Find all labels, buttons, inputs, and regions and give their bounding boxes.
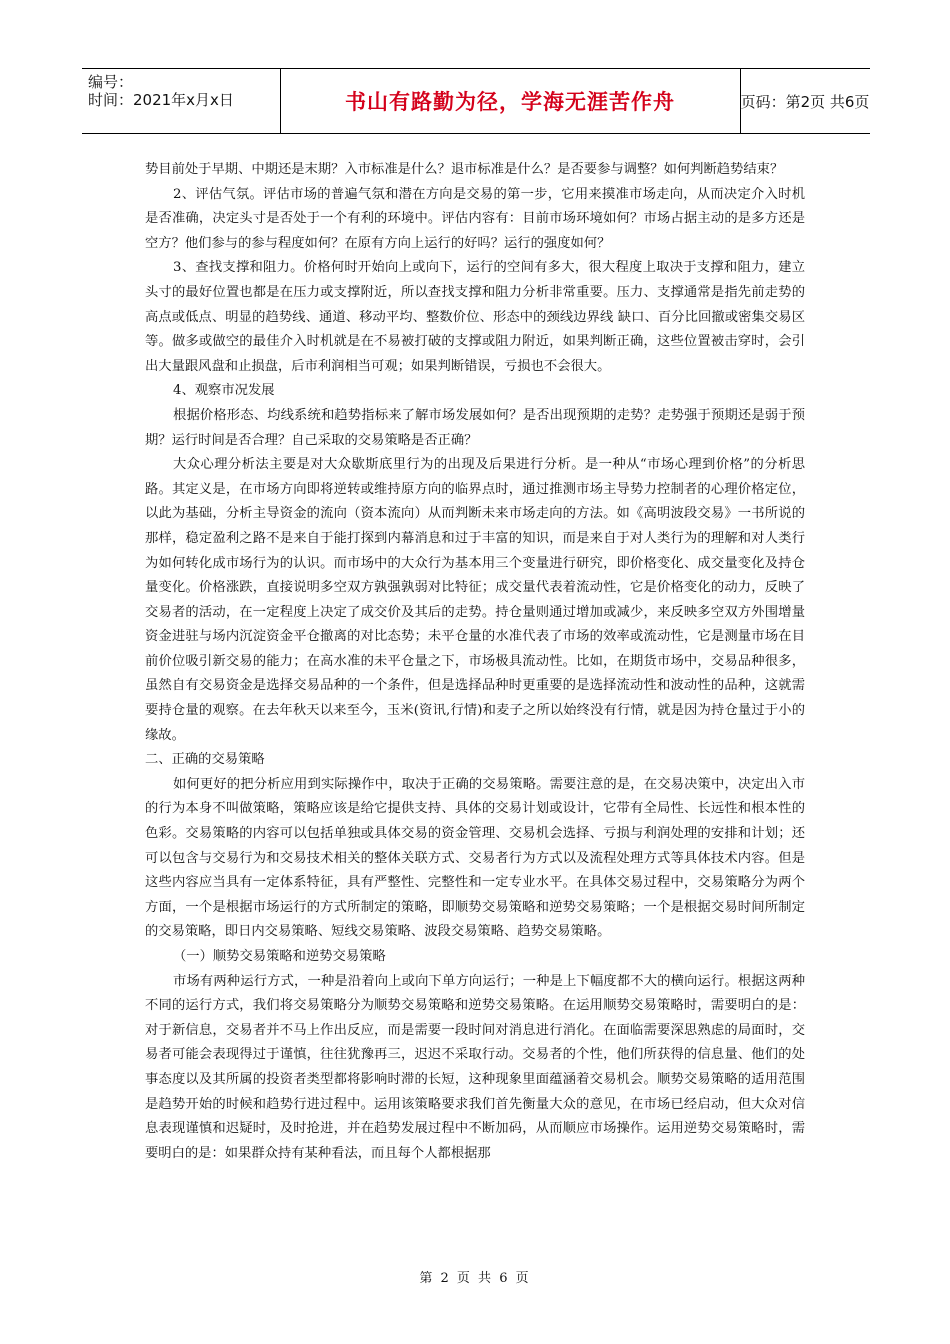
page-header	[82, 68, 870, 134]
subsection-heading-trend-strategies: （一）顺势交易策略和逆势交易策略	[173, 949, 386, 964]
header-motto-cell	[280, 69, 741, 133]
paragraph-assess-atmosphere: 2、评估气氛。评估市场的普遍气氛和潜在方向是交易的第一步，它用来摸准市场走向，从而决定介入时机是否准确，决定头寸是否处于一个有利的环境中。评估内容有：目前市场环境如何？市场占据主动的是多方还是空方？他们参与的参与程度如何？在原有方向上运行的好吗？运行的强度如何？	[145, 186, 805, 251]
page-footer: 第 2 页 共 6 页	[419, 1271, 531, 1286]
paragraph-crowd-psychology: 大众心理分析法主要是对大众歇斯底里行为的出现及后果进行分析。是一种从“市场心理到价格”的分析思路。其定义是，在市场方向即将逆转或维持原方向的临界点时，通过推测市场主导势力控制者的心理价格定位，以此为基础，分析主导资金的流向（资本流向）从而判断未来市场走向的方法。如《高明波段交易》一书所说的那样，稳定盈利之路不是来自于能打探到内幕消息和过于丰富的知识，而是来自于对人类行为的理解和对人类行为如何转化成市场行为的认识。而市场中的大众行为基本用三个变量进行研究，即价格变化、成交量变化及持仓量变化。价格涨跌，直接说明多空双方孰强孰弱对比特征；成交量代表着流动性，它是价格变化的动力，反映了交易者的活动，在一定程度上决定了成交价及其后的走势。持仓量则通过增加或减少，来反映多空双方外围增量资金进驻与场内沉淀资金平仓撤离的对比态势；未平仓量的水准代表了市场的效率或流动性，它是测量市场在目前价位吸引新交易的能力；在高水准的未平仓量之下，市场极具流动性。比如，在期货市场中，交易品种很多，虽然自有交易资金是选择交易品种的一个条件，但是选择品种时更重要的是选择流动性和波动性的品种，这就需要持仓量的观察。在去年秋天以来至今，玉米(资讯,行情)和麦子之所以始终没有行情，就是因为持仓量过于小的缘故。	[145, 457, 805, 743]
header-motto: 书山有路勤为径，学海无涯苦作舟	[345, 90, 675, 114]
paragraph-trend-strategies: 市场有两种运行方式，一种是沿着向上或向下单方向运行；一种是上下幅度都不大的横向运行。根据这两种不同的运行方式，我们将交易策略分为顺势交易策略和逆势交易策略。在运用顺势交易策略时，需要明白的是：对于新信息，交易者并不马上作出反应，而是需要一段时间对消息进行消化。在面临需要深思熟虑的局面时，交易者可能会表现得过于谨慎，往往犹豫再三，迟迟不采取行动。交易者的个性，他们所获得的信息量、他们的处事态度以及其所属的投资者类型都将影响时滞的长短，这种现象里面蕴涵着交易机会。顺势交易策略的适用范围是趋势开始的时候和趋势行进过程中。运用该策略要求我们首先衡量大众的意见，在市场已经启动，但大众对信息表现谨慎和迟疑时，及时抢进，并在趋势发展过程中不断加码，从而顺应市场操作。运用逆势交易策略时，需要明白的是：如果群众持有某种看法，而且每个人都根据那	[145, 973, 805, 1161]
heading-market-observation: 4、观察市况发展	[173, 383, 275, 399]
document-number: 编号：	[88, 73, 134, 91]
header-meta	[82, 69, 281, 133]
paragraph-market-development: 根据价格形态、均线系统和趋势指标来了解市场发展如何？是否出现预期的走势？走势强于预期还是弱于预期？运行时间是否合理？自己采取的交易策略是否正确？	[145, 407, 805, 448]
paragraph-trading-strategy: 如何更好的把分析应用到实际操作中，取决于正确的交易策略。需要注意的是，在交易决策中，决定出入市的行为本身不叫做策略，策略应该是给它提供支持、具体的交易计划或设计，它带有全局性、长远性和根本性的色彩。交易策略的内容可以包括单独或具体交易的资金管理、交易机会选择、亏损与利润处理的安排和计划；还可以包含与交易行为和交易技术相关的整体关联方式、交易者行为方式以及流程处理方式等具体技术内容。但是这些内容应当具有一定体系特征，具有严整性、完整性和一定专业水平。在具体交易过程中，交易策略分为两个方面，一个是根据市场运行的方式所制定的策略，即顺势交易策略和逆势交易策略；一个是根据交易时间所制定的交易策略，即日内交易策略、短线交易策略、波段交易策略、趋势交易策略。	[145, 776, 805, 940]
paragraph-continuation: 势目前处于早期、中期还是末期？入市标准是什么？退市标准是什么？是否要参与调整？如何判断趋势结束？	[145, 162, 784, 177]
document-date: 时间：2021年x月x日	[88, 91, 234, 109]
paragraph-support-resistance: 3、查找支撑和阻力。价格何时开始向上或向下，运行的空间有多大，很大程度上取决于支撑和阻力，建立头寸的最好位置也都是在压力或支撑附近，所以查找支撑和阻力分析非常重要。压力、支撑通常是指先前走势的高点或低点、明显的趋势线、通道、移动平均、整数价位、形态中的颈线边界线 缺口、百分比回撤或密集交易区等。做多或做空的最佳介入时机就是在不易被打破的支撑或阻力附近，如果判断正确，这些位置被击穿时，会引出大量跟风盘和止损盘，后市利润相当可观；如果判断错误，亏损也不会很大。	[145, 260, 805, 374]
section-heading-trading-strategy: 二、正确的交易策略	[145, 752, 265, 768]
header-page-cell	[740, 69, 870, 133]
document-body	[145, 158, 805, 1166]
header-page-number: 页码：第2页 共6页	[740, 92, 870, 111]
